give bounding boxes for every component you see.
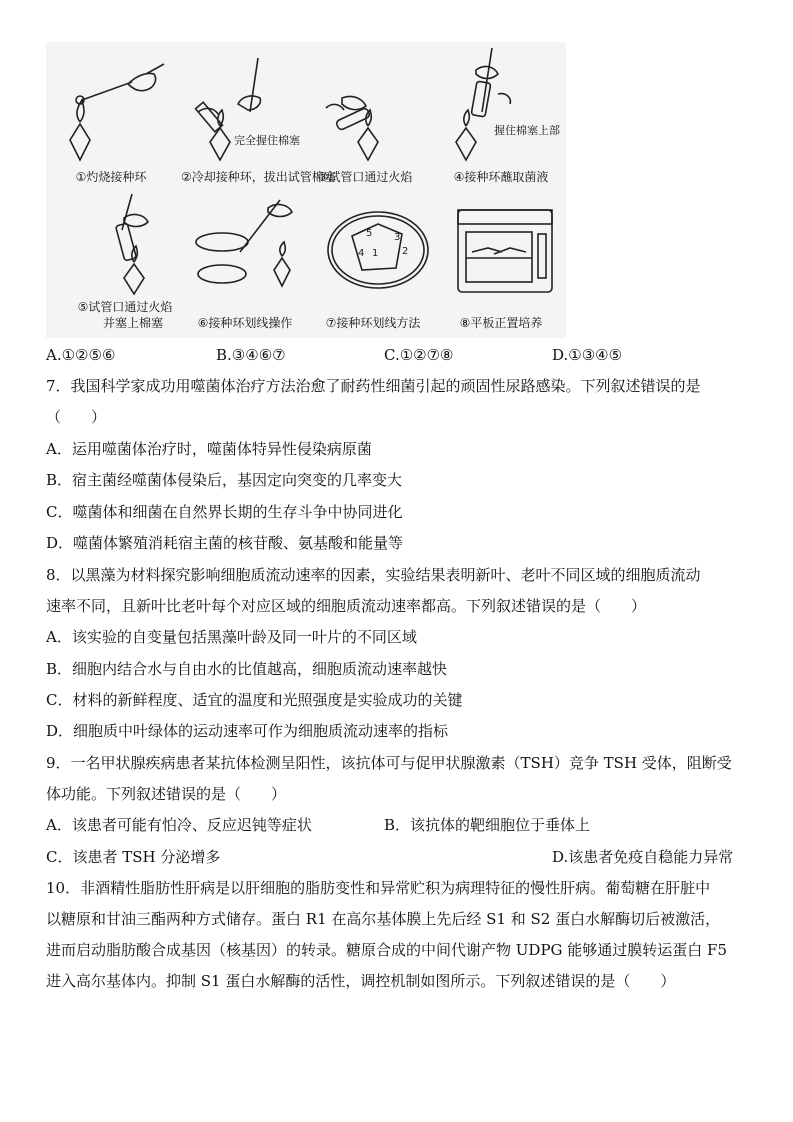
step-1-caption: ①灼烧接种环 (75, 170, 147, 184)
q7-option-d[interactable]: D．噬菌体繁殖消耗宿主菌的核苷酸、氨基酸和能量等 (46, 534, 404, 552)
region-1-label: 1 (372, 248, 379, 259)
step-4-panel (436, 42, 566, 190)
step-6-caption: ⑥接种环划线操作 (197, 316, 293, 330)
q6-option-c[interactable] (384, 345, 454, 365)
q10-stem-line-2: 以糖原和甘油三酯两种方式储存。蛋白 R1 在高尔基体膜上先后经 S1 和 S2 蛋白水解酶切后被激活， (46, 910, 721, 928)
step-4-note: 握住棉塞上部 (494, 124, 560, 137)
step-4-illustration (436, 42, 566, 164)
region-2-label: 2 (402, 246, 409, 257)
region-5-label: 5 (366, 228, 373, 239)
q10-stem-line-4: 进入高尔基体内。抑制 S1 蛋白水解酶的活性，调控机制如图所示。下列叙述错误的是（ ） (46, 972, 676, 990)
q6-option-c-letter: C. (384, 346, 400, 364)
q6-option-d-letter: D. (552, 346, 569, 364)
q9-option-c[interactable]: C．该患者 TSH 分泌增多 (46, 848, 221, 866)
q6-option-d-text: ①③④⑤ (568, 346, 623, 364)
q6-option-c-text: ①②⑦⑧ (399, 346, 454, 364)
q6-option-a[interactable] (46, 345, 115, 365)
q8-option-d[interactable]: D．细胞质中叶绿体的运动速率可作为细胞质流动速率的指标 (46, 722, 449, 740)
q7-stem-line-1: 7．我国科学家成功用噬菌体治疗方法治愈了耐药性细菌引起的顽固性尿路感染。下列叙述错误的是 (46, 377, 701, 395)
q6-option-b[interactable] (216, 345, 286, 365)
step-2-note: 完全握住棉塞 (234, 134, 300, 147)
q9-option-d[interactable]: D.该患者免疫自稳能力异常 (552, 848, 734, 866)
step-2-panel (176, 42, 336, 190)
q7-option-b[interactable]: B．宿主菌经噬菌体侵染后，基因定向突变的几率变大 (46, 471, 403, 489)
q8-option-c[interactable]: C．材料的新鲜程度、适宜的温度和光照强度是实验成功的关键 (46, 691, 463, 709)
step-6-illustration (176, 190, 306, 300)
q10-stem-line-3: 进而启动脂肪酸合成基因（核基因）的转录。糖原合成的中间代谢产物 UDPG 能够通过膜转运蛋白 F5 (46, 941, 728, 959)
step-5-caption: ⑤试管口通过火焰 (77, 300, 173, 314)
step-8-caption: ⑧平板正置培养 (459, 316, 543, 330)
procedure-figure (46, 42, 566, 338)
region-4-label: 4 (358, 248, 365, 259)
step-6-panel (176, 190, 306, 338)
q8-stem-line-2: 速率不同，且新叶比老叶每个对应区域的细胞质流动速率都高。下列叙述错误的是（ ） (46, 597, 647, 615)
step-2-caption: ②冷却接种环，拔出试管棉塞 (181, 170, 336, 184)
q8-stem-line-1: 8．以黑藻为材料探究影响细胞质流动速率的因素，实验结果表明新叶、老叶不同区域的细胞质流动 (46, 566, 701, 584)
step-3-illustration (306, 42, 436, 164)
step-8-illustration (436, 190, 566, 300)
step-4-caption: ④接种环蘸取菌液 (453, 170, 549, 184)
step-7-illustration (306, 190, 436, 300)
step-7-panel (306, 190, 436, 338)
q6-option-a-text: ①②⑤⑥ (61, 346, 116, 364)
q6-option-b-text: ③④⑥⑦ (231, 346, 286, 364)
step-1-panel (46, 42, 176, 190)
q10-stem-line-1: 10．非酒精性脂肪性肝病是以肝细胞的脂肪变性和异常贮积为病理特征的慢性肝病。葡萄糖在肝脏中 (46, 879, 711, 897)
step-1-illustration (46, 42, 176, 164)
q6-option-b-letter: B. (216, 346, 232, 364)
q9-stem-line-2: 体功能。下列叙述错误的是（ ） (46, 785, 287, 803)
step-7-caption: ⑦接种环划线方法 (325, 316, 421, 330)
q8-option-a[interactable]: A．该实验的自变量包括黑藻叶龄及同一叶片的不同区域 (46, 628, 417, 646)
q7-stem-line-2: （ ） (46, 408, 107, 426)
step-8-panel (436, 190, 566, 338)
step-3-panel (306, 42, 436, 190)
step-5-panel (46, 190, 176, 338)
q7-option-a[interactable]: A．运用噬菌体治疗时，噬菌体特异性侵染病原菌 (46, 440, 372, 458)
region-3-label: 3 (394, 232, 401, 243)
q8-option-b[interactable]: B．细胞内结合水与自由水的比值越高，细胞质流动速率越快 (46, 660, 448, 678)
q6-option-a-letter: A. (46, 346, 62, 364)
q7-option-c[interactable]: C．噬菌体和细菌在自然界长期的生存斗争中协同进化 (46, 503, 403, 521)
step-5-caption-2: 并塞上棉塞 (102, 316, 163, 330)
q9-stem-line-1: 9．一名甲状腺疾病患者某抗体检测呈阳性，该抗体可与促甲状腺激素（TSH）竞争 TSH 受体，阻断受 (46, 754, 732, 772)
q9-option-b[interactable]: B．该抗体的靶细胞位于垂体上 (384, 816, 591, 834)
step-3-caption: ③试管口通过火焰 (317, 170, 413, 184)
q6-option-d[interactable] (552, 345, 622, 365)
step-5-illustration (46, 190, 176, 300)
q9-option-a[interactable]: A．该患者可能有怕冷、反应迟钝等症状 (46, 816, 312, 834)
